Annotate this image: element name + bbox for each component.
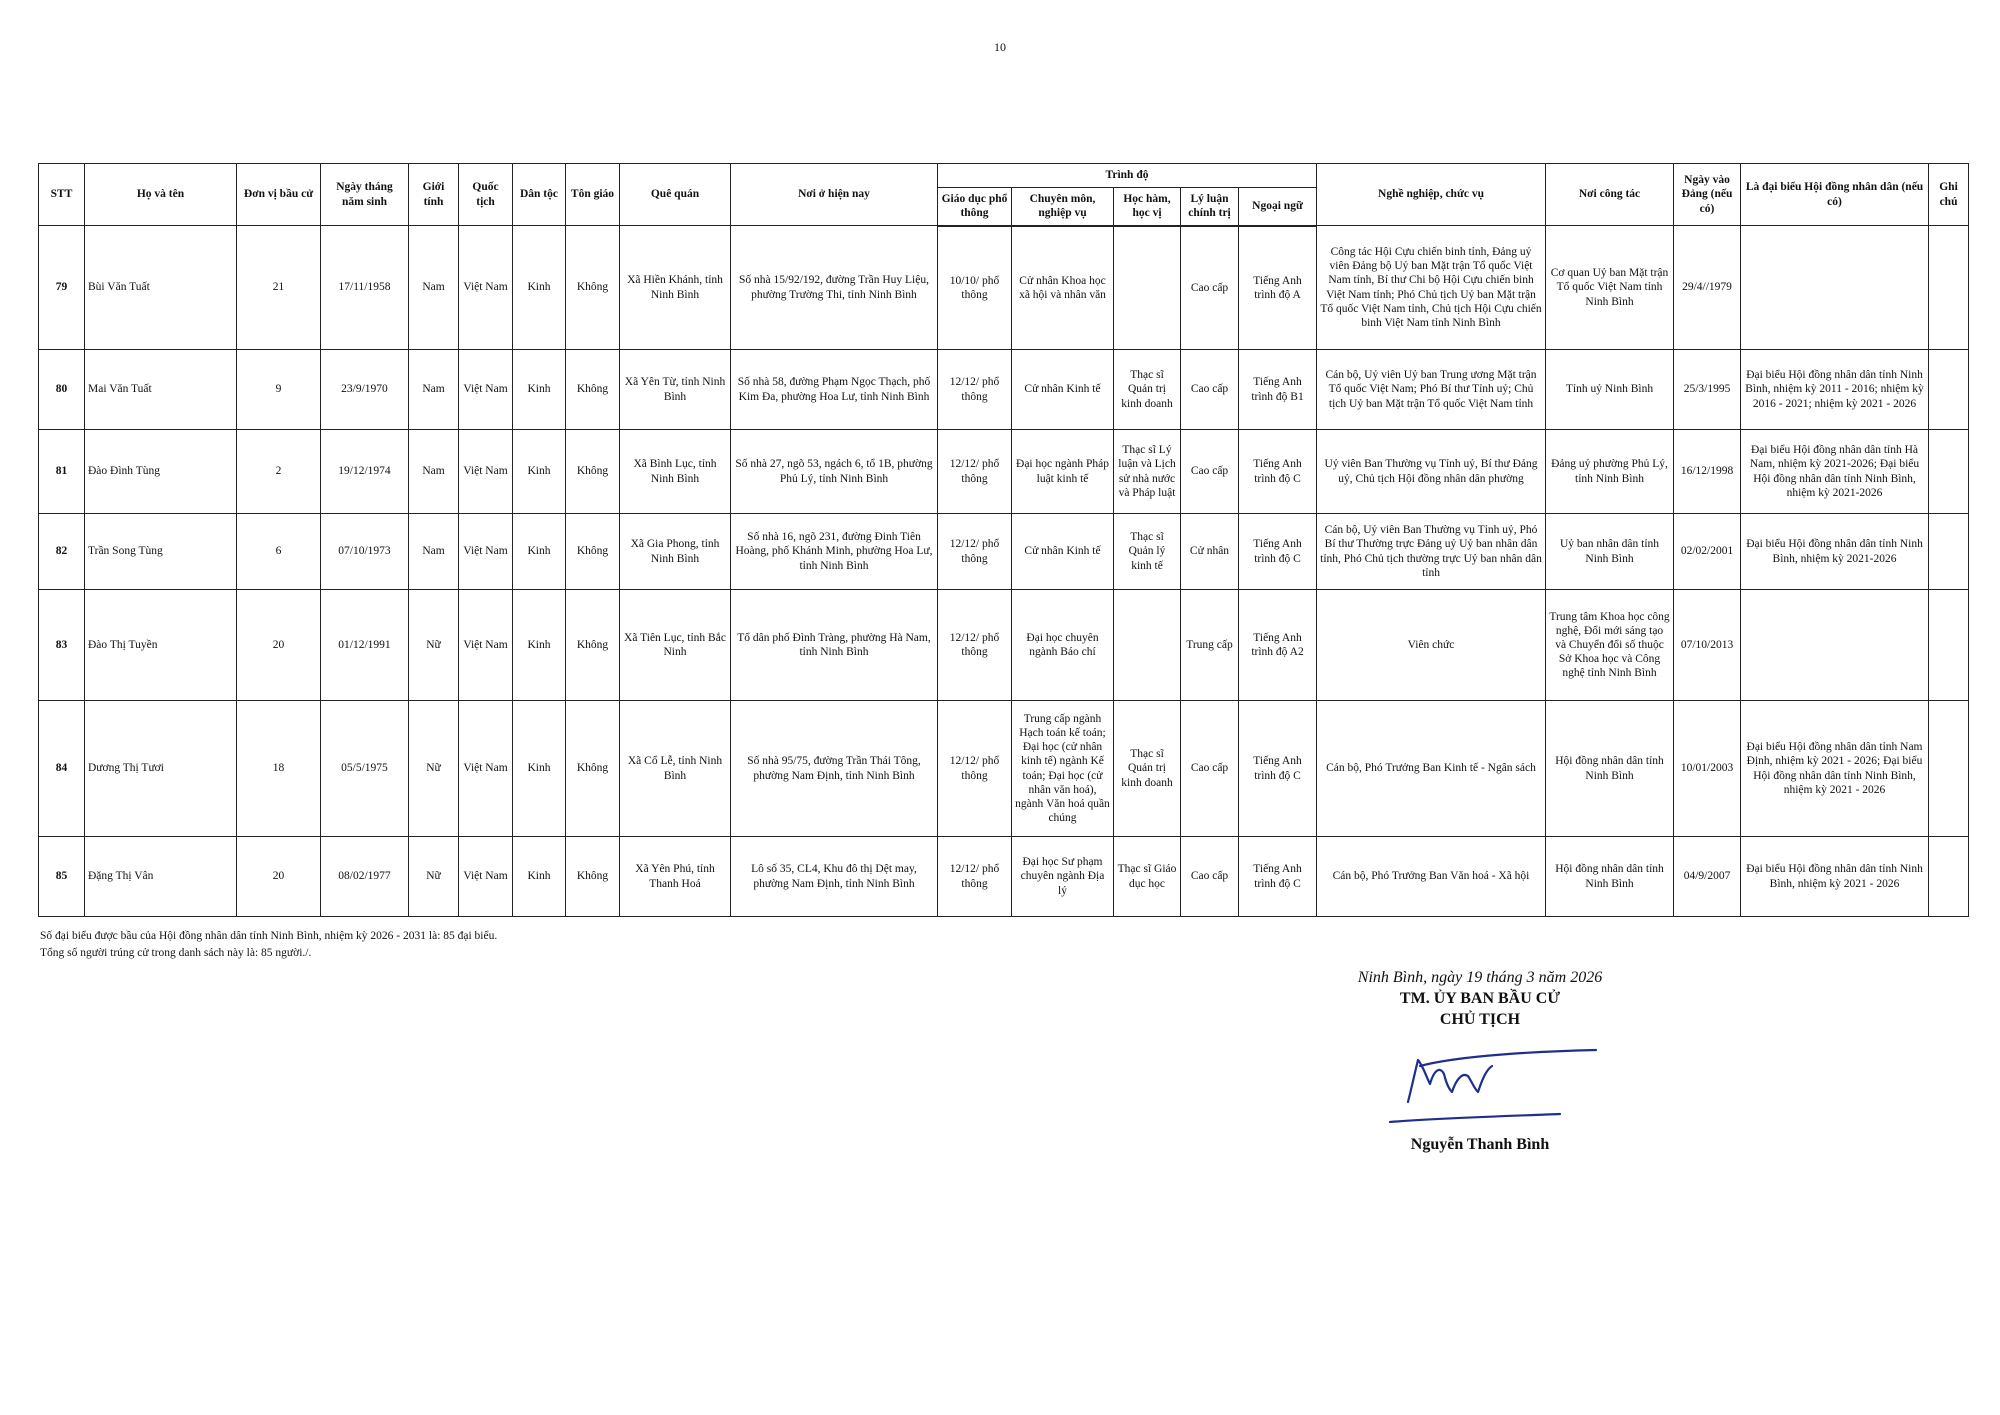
cell-workplace: Cơ quan Uỷ ban Mặt trận Tổ quốc Việt Nam tỉnh Ninh Bình (1546, 226, 1674, 350)
cell-party-date: 02/02/2001 (1674, 514, 1741, 590)
footer-note-seats: Số đại biểu được bầu của Hội đồng nhân dân tỉnh Ninh Bình, nhiệm kỳ 2026 - 2031 là: 85 đại biểu. (40, 930, 498, 942)
cell-name: Bùi Văn Tuất (85, 226, 237, 350)
table-row (39, 430, 1969, 514)
cell-ethnicity: Kinh (513, 837, 566, 917)
cell-language: Tiếng Anh trình độ C (1239, 514, 1317, 590)
header-religion: Tôn giáo (566, 164, 620, 226)
header-stt: STT (39, 164, 85, 226)
cell-political: Cao cấp (1181, 350, 1239, 430)
cell-notes (1929, 590, 1969, 701)
cell-nationality: Việt Nam (459, 701, 513, 837)
cell-party-date: 10/01/2003 (1674, 701, 1741, 837)
cell-general-edu: 12/12/ phổ thông (938, 837, 1012, 917)
cell-hometown: Xã Gia Phong, tỉnh Ninh Bình (620, 514, 731, 590)
cell-workplace: Hội đồng nhân dân tỉnh Ninh Bình (1546, 837, 1674, 917)
cell-dob: 17/11/1958 (321, 226, 409, 350)
cell-gender: Nam (409, 350, 459, 430)
cell-stt: 80 (39, 350, 85, 430)
cell-general-edu: 12/12/ phổ thông (938, 701, 1012, 837)
cell-party-date: 16/12/1998 (1674, 430, 1741, 514)
cell-workplace: Tỉnh uỷ Ninh Bình (1546, 350, 1674, 430)
cell-residence: Số nhà 58, đường Phạm Ngọc Thạch, phố Kim Đa, phường Hoa Lư, tỉnh Ninh Bình (731, 350, 938, 430)
cell-occupation: Cán bộ, Uỷ viên Ban Thường vụ Tỉnh uỷ, Phó Bí thư Thường trực Đảng uỷ Uỷ ban nhân dân tỉnh, Phó Chủ tịch thường trực Uỷ ban nhân dân tỉnh (1317, 514, 1546, 590)
cell-unit: 2 (237, 430, 321, 514)
cell-hometown: Xã Bình Lục, tỉnh Ninh Bình (620, 430, 731, 514)
cell-hometown: Xã Tiên Lục, tỉnh Bắc Ninh (620, 590, 731, 701)
cell-council: Đại biểu Hội đồng nhân dân tỉnh Ninh Bình, nhiệm kỳ 2021 - 2026 (1741, 837, 1929, 917)
cell-general-edu: 12/12/ phổ thông (938, 430, 1012, 514)
cell-academic (1114, 226, 1181, 350)
cell-language: Tiếng Anh trình độ C (1239, 837, 1317, 917)
cell-council: Đại biểu Hội đồng nhân dân tỉnh Ninh Bình, nhiệm kỳ 2011 - 2016; nhiệm kỳ 2016 - 2021; nhiệm kỳ 2021 - 2026 (1741, 350, 1929, 430)
header-academic: Học hàm, học vị (1114, 188, 1181, 226)
cell-academic: Thạc sĩ Quản lý kinh tế (1114, 514, 1181, 590)
cell-occupation: Cán bộ, Uỷ viên Uỷ ban Trung ương Mặt trận Tổ quốc Việt Nam; Phó Bí thư Tỉnh uỷ; Chủ tịch Uỷ ban Mặt trận Tổ quốc Việt Nam tỉnh (1317, 350, 1546, 430)
cell-notes (1929, 837, 1969, 917)
cell-residence: Tổ dân phố Đình Tràng, phường Hà Nam, tỉnh Ninh Bình (731, 590, 938, 701)
cell-party-date: 25/3/1995 (1674, 350, 1741, 430)
cell-nationality: Việt Nam (459, 226, 513, 350)
cell-ethnicity: Kinh (513, 350, 566, 430)
cell-unit: 18 (237, 701, 321, 837)
cell-stt: 81 (39, 430, 85, 514)
cell-specialty: Cử nhân Khoa học xã hội và nhân văn (1012, 226, 1114, 350)
handwritten-signature (1360, 1036, 1600, 1126)
cell-notes (1929, 514, 1969, 590)
cell-dob: 07/10/1973 (321, 514, 409, 590)
cell-religion: Không (566, 514, 620, 590)
cell-council: Đại biểu Hội đồng nhân dân tỉnh Nam Định, nhiệm kỳ 2021 - 2026; Đại biểu Hội đồng nhân dân tỉnh Ninh Bình, nhiệm kỳ 2021 - 2026 (1741, 701, 1929, 837)
cell-nationality: Việt Nam (459, 514, 513, 590)
cell-dob: 23/9/1970 (321, 350, 409, 430)
footer-note-total: Tổng số người trúng cử trong danh sách này là: 85 người./. (40, 946, 312, 959)
cell-party-date: 29/4//1979 (1674, 226, 1741, 350)
cell-nationality: Việt Nam (459, 590, 513, 701)
header-gender: Giới tính (409, 164, 459, 226)
cell-religion: Không (566, 701, 620, 837)
cell-party-date: 04/9/2007 (1674, 837, 1741, 917)
cell-nationality: Việt Nam (459, 350, 513, 430)
cell-stt: 83 (39, 590, 85, 701)
cell-gender: Nam (409, 430, 459, 514)
header-nationality: Quốc tịch (459, 164, 513, 226)
cell-hometown: Xã Cổ Lễ, tỉnh Ninh Bình (620, 701, 731, 837)
cell-academic (1114, 590, 1181, 701)
header-unit: Đơn vị bầu cử (237, 164, 321, 226)
cell-religion: Không (566, 226, 620, 350)
cell-notes (1929, 226, 1969, 350)
cell-unit: 20 (237, 590, 321, 701)
cell-residence: Số nhà 16, ngõ 231, đường Đinh Tiên Hoàng, phố Khánh Minh, phường Hoa Lư, tỉnh Ninh Bình (731, 514, 938, 590)
cell-unit: 21 (237, 226, 321, 350)
cell-political: Cao cấp (1181, 430, 1239, 514)
cell-language: Tiếng Anh trình độ A2 (1239, 590, 1317, 701)
table-row (39, 837, 1969, 917)
cell-party-date: 07/10/2013 (1674, 590, 1741, 701)
cell-stt: 84 (39, 701, 85, 837)
cell-gender: Nữ (409, 837, 459, 917)
cell-dob: 05/5/1975 (321, 701, 409, 837)
cell-general-edu: 12/12/ phổ thông (938, 514, 1012, 590)
cell-notes (1929, 701, 1969, 837)
cell-occupation: Công tác Hội Cựu chiến binh tỉnh, Đảng uỷ viên Đảng bộ Uỷ ban Mặt trận Tổ quốc Việt Nam tỉnh, Bí thư Chi bộ Hội Cựu chiến binh Việt Nam tỉnh; Phó Chủ tịch Uỷ ban Mặt trận Tổ quốc Việt Nam tỉnh, Chủ tịch Hội Cựu chiến binh Việt Nam tỉnh Ninh Bình (1317, 226, 1546, 350)
header-notes: Ghi chú (1929, 164, 1969, 226)
cell-name: Dương Thị Tươi (85, 701, 237, 837)
cell-general-edu: 12/12/ phổ thông (938, 590, 1012, 701)
cell-hometown: Xã Yên Từ, tỉnh Ninh Bình (620, 350, 731, 430)
cell-council: Đại biểu Hội đồng nhân dân tỉnh Ninh Bình, nhiệm kỳ 2021-2026 (1741, 514, 1929, 590)
cell-name: Đào Thị Tuyền (85, 590, 237, 701)
cell-nationality: Việt Nam (459, 430, 513, 514)
cell-unit: 20 (237, 837, 321, 917)
cell-religion: Không (566, 350, 620, 430)
cell-dob: 08/02/1977 (321, 837, 409, 917)
cell-gender: Nam (409, 226, 459, 350)
cell-language: Tiếng Anh trình độ B1 (1239, 350, 1317, 430)
signature-title: CHỦ TỊCH (1439, 1010, 1521, 1028)
cell-specialty: Trung cấp ngành Hạch toán kế toán; Đại học (cử nhân kinh tế) ngành Kế toán; Đại học (cử nhân văn hoá), ngành Văn hoá quần chúng (1012, 701, 1114, 837)
cell-council: Đại biểu Hội đồng nhân dân tỉnh Hà Nam, nhiệm kỳ 2021-2026; Đại biểu Hội đồng nhân dân tỉnh Ninh Bình, nhiệm kỳ 2021-2026 (1741, 430, 1929, 514)
cell-religion: Không (566, 837, 620, 917)
cell-dob: 19/12/1974 (321, 430, 409, 514)
cell-residence: Số nhà 15/92/192, đường Trần Huy Liệu, phường Trường Thi, tỉnh Ninh Bình (731, 226, 938, 350)
cell-political: Trung cấp (1181, 590, 1239, 701)
cell-political: Cao cấp (1181, 701, 1239, 837)
table-row (39, 514, 1969, 590)
header-political: Lý luận chính trị (1181, 188, 1239, 226)
signature-date: Ninh Bình, ngày 19 tháng 3 năm 2026 (1357, 969, 1603, 986)
cell-stt: 79 (39, 226, 85, 350)
election-results-table (38, 163, 1969, 917)
signature-block (1290, 968, 1670, 1154)
cell-occupation: Viên chức (1317, 590, 1546, 701)
table-row (39, 701, 1969, 837)
cell-name: Đào Đình Tùng (85, 430, 237, 514)
header-education-group: Trình độ (938, 164, 1317, 188)
cell-hometown: Xã Hiền Khánh, tỉnh Ninh Bình (620, 226, 731, 350)
cell-workplace: Đảng uỷ phường Phủ Lý, tỉnh Ninh Bình (1546, 430, 1674, 514)
cell-unit: 6 (237, 514, 321, 590)
cell-name: Mai Văn Tuất (85, 350, 237, 430)
cell-general-edu: 10/10/ phổ thông (938, 226, 1012, 350)
cell-specialty: Cử nhân Kinh tế (1012, 514, 1114, 590)
header-language: Ngoại ngữ (1239, 188, 1317, 226)
cell-gender: Nữ (409, 590, 459, 701)
cell-academic: Thạc sĩ Quản trị kinh doanh (1114, 701, 1181, 837)
cell-name: Đặng Thị Vân (85, 837, 237, 917)
page-number: 10 (994, 40, 1006, 54)
cell-residence: Số nhà 95/75, đường Trần Thái Tông, phường Nam Định, tỉnh Ninh Bình (731, 701, 938, 837)
cell-language: Tiếng Anh trình độ A (1239, 226, 1317, 350)
cell-specialty: Cử nhân Kinh tế (1012, 350, 1114, 430)
cell-specialty: Đại học chuyên ngành Báo chí (1012, 590, 1114, 701)
cell-residence: Số nhà 27, ngõ 53, ngách 6, tổ 1B, phường Phủ Lý, tỉnh Ninh Bình (731, 430, 938, 514)
cell-specialty: Đại học ngành Pháp luật kinh tế (1012, 430, 1114, 514)
header-general-edu: Giáo dục phổ thông (938, 188, 1012, 226)
footer-notes (40, 928, 497, 961)
cell-occupation: Uỷ viên Ban Thường vụ Tỉnh uỷ, Bí thư Đảng uỷ, Chủ tịch Hội đồng nhân dân phường (1317, 430, 1546, 514)
cell-council (1741, 590, 1929, 701)
cell-gender: Nam (409, 514, 459, 590)
cell-religion: Không (566, 590, 620, 701)
signature-organization: TM. ỦY BAN BẦU CỬ (1399, 989, 1561, 1007)
cell-political: Cao cấp (1181, 837, 1239, 917)
header-name: Họ và tên (85, 164, 237, 226)
cell-ethnicity: Kinh (513, 226, 566, 350)
cell-academic: Thạc sĩ Lý luận và Lịch sử nhà nước và Pháp luật (1114, 430, 1181, 514)
cell-occupation: Cán bộ, Phó Trưởng Ban Kinh tế - Ngân sách (1317, 701, 1546, 837)
cell-workplace: Trung tâm Khoa học công nghệ, Đổi mới sáng tạo và Chuyển đổi số thuộc Sở Khoa học và Công nghệ tỉnh Ninh Bình (1546, 590, 1674, 701)
cell-gender: Nữ (409, 701, 459, 837)
cell-notes (1929, 430, 1969, 514)
cell-political: Cử nhân (1181, 514, 1239, 590)
cell-political: Cao cấp (1181, 226, 1239, 350)
header-residence: Nơi ở hiện nay (731, 164, 938, 226)
table-row (39, 350, 1969, 430)
cell-language: Tiếng Anh trình độ C (1239, 430, 1317, 514)
cell-workplace: Uỷ ban nhân dân tỉnh Ninh Bình (1546, 514, 1674, 590)
cell-ethnicity: Kinh (513, 514, 566, 590)
signature-stroke (1390, 1114, 1560, 1122)
cell-ethnicity: Kinh (513, 701, 566, 837)
header-dob: Ngày tháng năm sinh (321, 164, 409, 226)
cell-stt: 85 (39, 837, 85, 917)
cell-general-edu: 12/12/ phổ thông (938, 350, 1012, 430)
cell-unit: 9 (237, 350, 321, 430)
table-row (39, 226, 1969, 350)
cell-residence: Lô số 35, CL4, Khu đô thị Dệt may, phường Nam Định, tỉnh Ninh Bình (731, 837, 938, 917)
cell-name: Trần Song Tùng (85, 514, 237, 590)
cell-dob: 01/12/1991 (321, 590, 409, 701)
signature-stroke (1420, 1050, 1596, 1066)
header-specialty: Chuyên môn, nghiệp vụ (1012, 188, 1114, 226)
header-hometown: Quê quán (620, 164, 731, 226)
header-workplace: Nơi công tác (1546, 164, 1674, 226)
cell-workplace: Hội đồng nhân dân tỉnh Ninh Bình (1546, 701, 1674, 837)
header-occupation: Nghề nghiệp, chức vụ (1317, 164, 1546, 226)
header-party-date: Ngày vào Đảng (nếu có) (1674, 164, 1741, 226)
cell-stt: 82 (39, 514, 85, 590)
cell-academic: Thạc sĩ Quản trị kinh doanh (1114, 350, 1181, 430)
cell-occupation: Cán bộ, Phó Trưởng Ban Văn hoá - Xã hội (1317, 837, 1546, 917)
cell-ethnicity: Kinh (513, 590, 566, 701)
cell-nationality: Việt Nam (459, 837, 513, 917)
signature-strokes (1390, 1050, 1596, 1122)
cell-notes (1929, 350, 1969, 430)
cell-religion: Không (566, 430, 620, 514)
signer-name: Nguyễn Thanh Bình (1410, 1136, 1550, 1154)
cell-council (1741, 226, 1929, 350)
cell-ethnicity: Kinh (513, 430, 566, 514)
cell-language: Tiếng Anh trình độ C (1239, 701, 1317, 837)
table-row (39, 590, 1969, 701)
cell-specialty: Đại học Sư phạm chuyên ngành Địa lý (1012, 837, 1114, 917)
cell-academic: Thạc sĩ Giáo dục học (1114, 837, 1181, 917)
header-ethnicity: Dân tộc (513, 164, 566, 226)
cell-hometown: Xã Yên Phú, tỉnh Thanh Hoá (620, 837, 731, 917)
header-council: Là đại biểu Hội đồng nhân dân (nếu có) (1741, 164, 1929, 226)
